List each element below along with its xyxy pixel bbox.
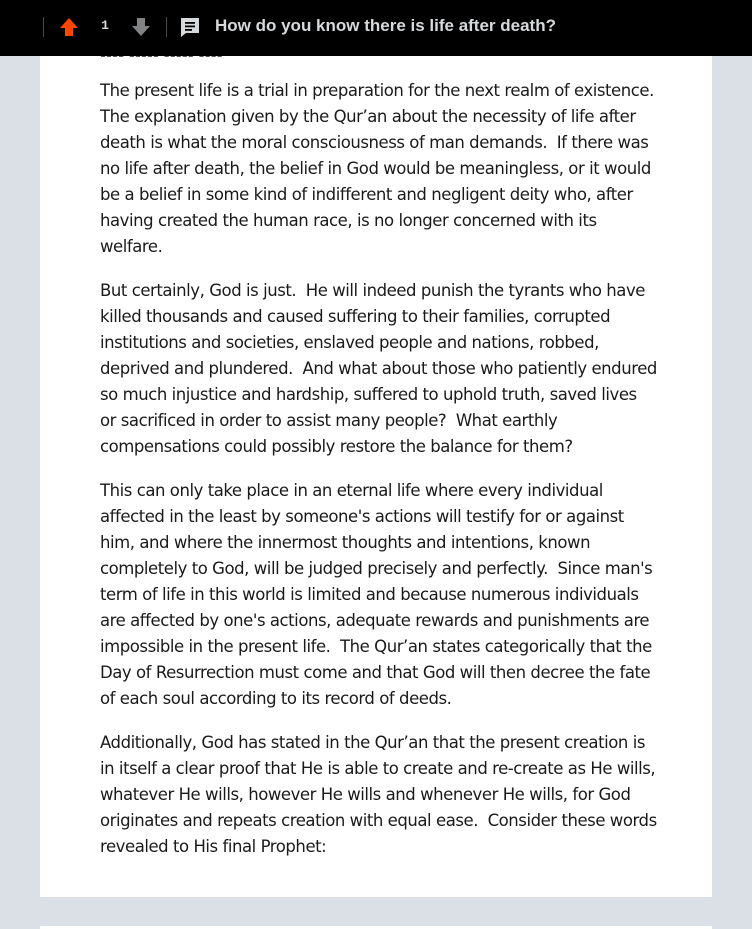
post-paragraph: [100, 730, 690, 860]
paragraph-line: compensations could possibly restore the balance for them?: [100, 437, 573, 456]
paragraph-line: institutions and societies, enslaved people and nations, robbed,: [100, 333, 599, 352]
paragraph-line: impossible in the present life. The Qur’an states categorically that the: [100, 637, 652, 656]
post-content-card: [40, 56, 712, 897]
paragraph-line: of each soul according to its record of deeds.: [100, 689, 452, 708]
paragraph-line: or sacrificed in order to assist many people? What earthly: [100, 411, 558, 430]
post-paragraph: [100, 478, 690, 712]
paragraph-line: revealed to His final Prophet:: [100, 837, 327, 856]
paragraph-line: But certainly, God is just. He will indeed punish the tyrants who have: [100, 281, 645, 300]
paragraph-line: The present life is a trial in preparation for the next realm of existence.: [100, 81, 654, 100]
arrow-up-icon: [56, 14, 82, 40]
comments-button[interactable]: [177, 14, 203, 40]
post-paragraph: [100, 278, 690, 460]
divider: [43, 17, 44, 37]
vote-count: 1: [101, 18, 109, 33]
paragraph-line: him, and where the innermost thoughts and intentions, known: [100, 533, 591, 552]
paragraph-line: Day of Resurrection must come and that God will then decree the fate: [100, 663, 651, 682]
paragraph-line: term of life in this world is limited and because numerous individuals: [100, 585, 639, 604]
paragraph-line: This can only take place in an eternal life where every individual: [100, 481, 603, 500]
upvote-button[interactable]: [56, 14, 82, 40]
paragraph-line: are affected by one's actions, adequate rewards and punishments are: [100, 611, 650, 630]
comment-icon: [177, 14, 203, 40]
post-title[interactable]: How do you know there is life after death?: [215, 16, 556, 35]
paragraph-line: Additionally, God has stated in the Qur’an that the present creation is: [100, 733, 645, 752]
paragraph-line: welfare.: [100, 237, 163, 256]
post-body: [100, 78, 690, 878]
paragraph-line: in itself a clear proof that He is able to create and re-create as He wills,: [100, 759, 656, 778]
paragraph-line: originates and repeats creation with equal ease. Consider these words: [100, 811, 657, 830]
paragraph-line: no life after death, the belief in God would be meaningless, or it would: [100, 159, 651, 178]
paragraph-line: death is what the moral consciousness of man demands. If there was: [100, 133, 649, 152]
arrow-down-icon: [128, 14, 154, 40]
divider: [166, 17, 167, 37]
paragraph-line: killed thousands and caused suffering to their families, corrupted: [100, 307, 611, 326]
paragraph-line: having created the human race, is no longer concerned with its: [100, 211, 597, 230]
paragraph-line: affected in the least by someone's actions will testify for or against: [100, 507, 624, 526]
downvote-button[interactable]: [128, 14, 154, 40]
paragraph-line: The explanation given by the Qur’an about the necessity of life after: [100, 107, 636, 126]
paragraph-line: whatever He wills, however He wills and whenever He wills, for God: [100, 785, 631, 804]
post-top-bar: [0, 0, 752, 56]
paragraph-line: completely to God, will be judged precisely and perfectly. Since man's: [100, 559, 653, 578]
paragraph-line: deprived and plundered. And what about those who patiently endured: [100, 359, 657, 378]
post-paragraph: [100, 78, 690, 260]
paragraph-line: so much injustice and hardship, suffered to uphold truth, saved lives: [100, 385, 637, 404]
paragraph-line: be a belief in some kind of indifferent and negligent deity who, after: [100, 185, 633, 204]
